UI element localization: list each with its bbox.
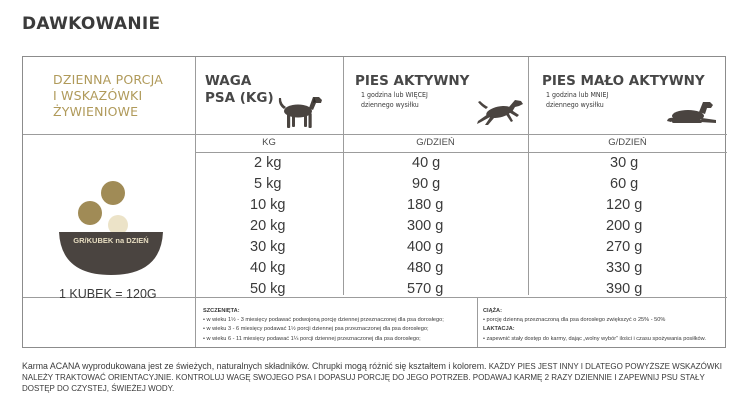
cell-low: 30 g xyxy=(610,155,639,171)
puppies-line: • w wieku 1½ - 3 miesięcy podawać podwojoną porcję dziennej przeznaczonej dla psa dorosłego; xyxy=(203,317,444,324)
cell-kg: 30 kg xyxy=(250,239,286,255)
cell-kg: 10 kg xyxy=(250,197,286,213)
pregnancy-heading: CIĄŻA: xyxy=(483,308,502,314)
cell-kg: 50 kg xyxy=(250,281,286,297)
cell-low: 60 g xyxy=(610,176,639,192)
puppies-line: • w wieku 3 - 6 miesięcy podawać 1½ porcji dziennej psa przeznaczonej dla psa dorosłego; xyxy=(203,326,429,333)
cell-active: 90 g xyxy=(412,176,441,192)
col-subheader-malo xyxy=(546,91,608,110)
col-subheader-aktywny xyxy=(361,91,428,110)
unit-header-kg: KG xyxy=(262,137,276,148)
dog-lying-icon xyxy=(666,99,718,125)
cell-active: 570 g xyxy=(407,281,444,297)
cell-active: 40 g xyxy=(412,155,441,171)
cell-active: 400 g xyxy=(407,239,444,255)
disclaimer-lead: Karma ACANA wyprodukowana jest ze świeżych, naturalnych składników. Chrupki mogą różnić się kształtem i kolorem. xyxy=(22,361,487,371)
divider xyxy=(528,57,529,295)
left-header-line: DZIENNA PORCJA xyxy=(53,72,163,87)
cell-kg: 20 kg xyxy=(250,218,286,234)
subheader-line: 1 godzina lub MNIEJ xyxy=(546,91,609,99)
cell-kg: 5 kg xyxy=(254,176,282,192)
col-header-waga-line: PSA (KG) xyxy=(205,90,274,106)
cell-kg: 2 kg xyxy=(254,155,282,171)
subheader-line: dziennego wysiłku xyxy=(546,100,604,109)
cell-kg: 40 kg xyxy=(250,260,286,276)
cell-low: 330 g xyxy=(606,260,643,276)
divider xyxy=(343,57,344,295)
col-header-aktywny: PIES AKTYWNY xyxy=(355,73,470,89)
puppies-note xyxy=(203,307,473,344)
dog-running-icon xyxy=(475,97,525,127)
puppies-heading: SZCZENIĘTA: xyxy=(203,308,240,314)
disclaimer-text xyxy=(22,361,734,394)
divider xyxy=(477,297,478,347)
dog-standing-icon xyxy=(275,91,323,129)
subheader-line: dziennego wysiłku xyxy=(361,100,419,109)
subheader-line: 1 godzina lub WIĘCEJ xyxy=(361,91,428,99)
lactation-line: • zapewnić stały dostęp do karmy, dając „wolny wybór” ilości i czasu spożywania posiłków. xyxy=(483,335,706,342)
feeding-table xyxy=(22,56,726,348)
left-header-line: ŻYWIENIOWE xyxy=(53,104,139,119)
unit-header-low: G/DZIEŃ xyxy=(608,137,647,148)
pregnancy-line: • porcję dzienną przeznaczoną dla psa dorosłego zwiększyć o 25% - 50% xyxy=(483,317,666,324)
lactation-heading: LAKTACJA: xyxy=(483,326,515,333)
cup-weight-note: 1 KUBEK = 120G xyxy=(59,287,157,301)
page-title: DAWKOWANIE xyxy=(22,14,161,34)
cell-active: 180 g xyxy=(407,197,444,213)
cell-low: 200 g xyxy=(606,218,643,234)
cell-active: 480 g xyxy=(407,260,444,276)
cell-low: 120 g xyxy=(606,197,643,213)
left-header xyxy=(53,72,163,120)
pregnancy-note xyxy=(483,307,723,344)
left-header-line: I WSKAZÓWKI xyxy=(53,88,143,103)
puppies-line: • w wieku 6 - 11 miesięcy podawać 1¼ porcji dziennej przeznaczonej dla psa dorosłego; xyxy=(203,335,421,342)
cell-low: 270 g xyxy=(606,239,643,255)
disclaimer-rest: KAŻDY PIES JEST INNY I DLATEGO POWYŻSZE WSKAZÓWKI NALEŻY TRAKTOWAĆ ORIENTACYJNIE. KONTROLUJ WAGĘ SWOJEGO PSA I DOPASUJ PORCJĘ DO JEGO POTRZEB. PODAWAJ KARMĘ 2 RAZY DZIENNIE I ZAPEWNIJ PSU STAŁY DOSTĘP DO CZYSTEJ, ŚWIEŻEJ WODY. xyxy=(22,362,722,393)
divider xyxy=(195,57,196,347)
cell-active: 300 g xyxy=(407,218,444,234)
food-bowl-icon xyxy=(57,175,165,279)
divider xyxy=(23,134,727,135)
divider xyxy=(195,152,727,153)
bowl-label: GR/KUBEK na DZIEŃ xyxy=(73,236,149,245)
cell-low: 390 g xyxy=(606,281,643,297)
unit-header-active: G/DZIEŃ xyxy=(416,137,455,148)
col-header-malo: PIES MAŁO AKTYWNY xyxy=(542,73,705,89)
col-header-waga xyxy=(205,73,285,107)
col-header-waga-line: WAGA xyxy=(205,73,252,89)
